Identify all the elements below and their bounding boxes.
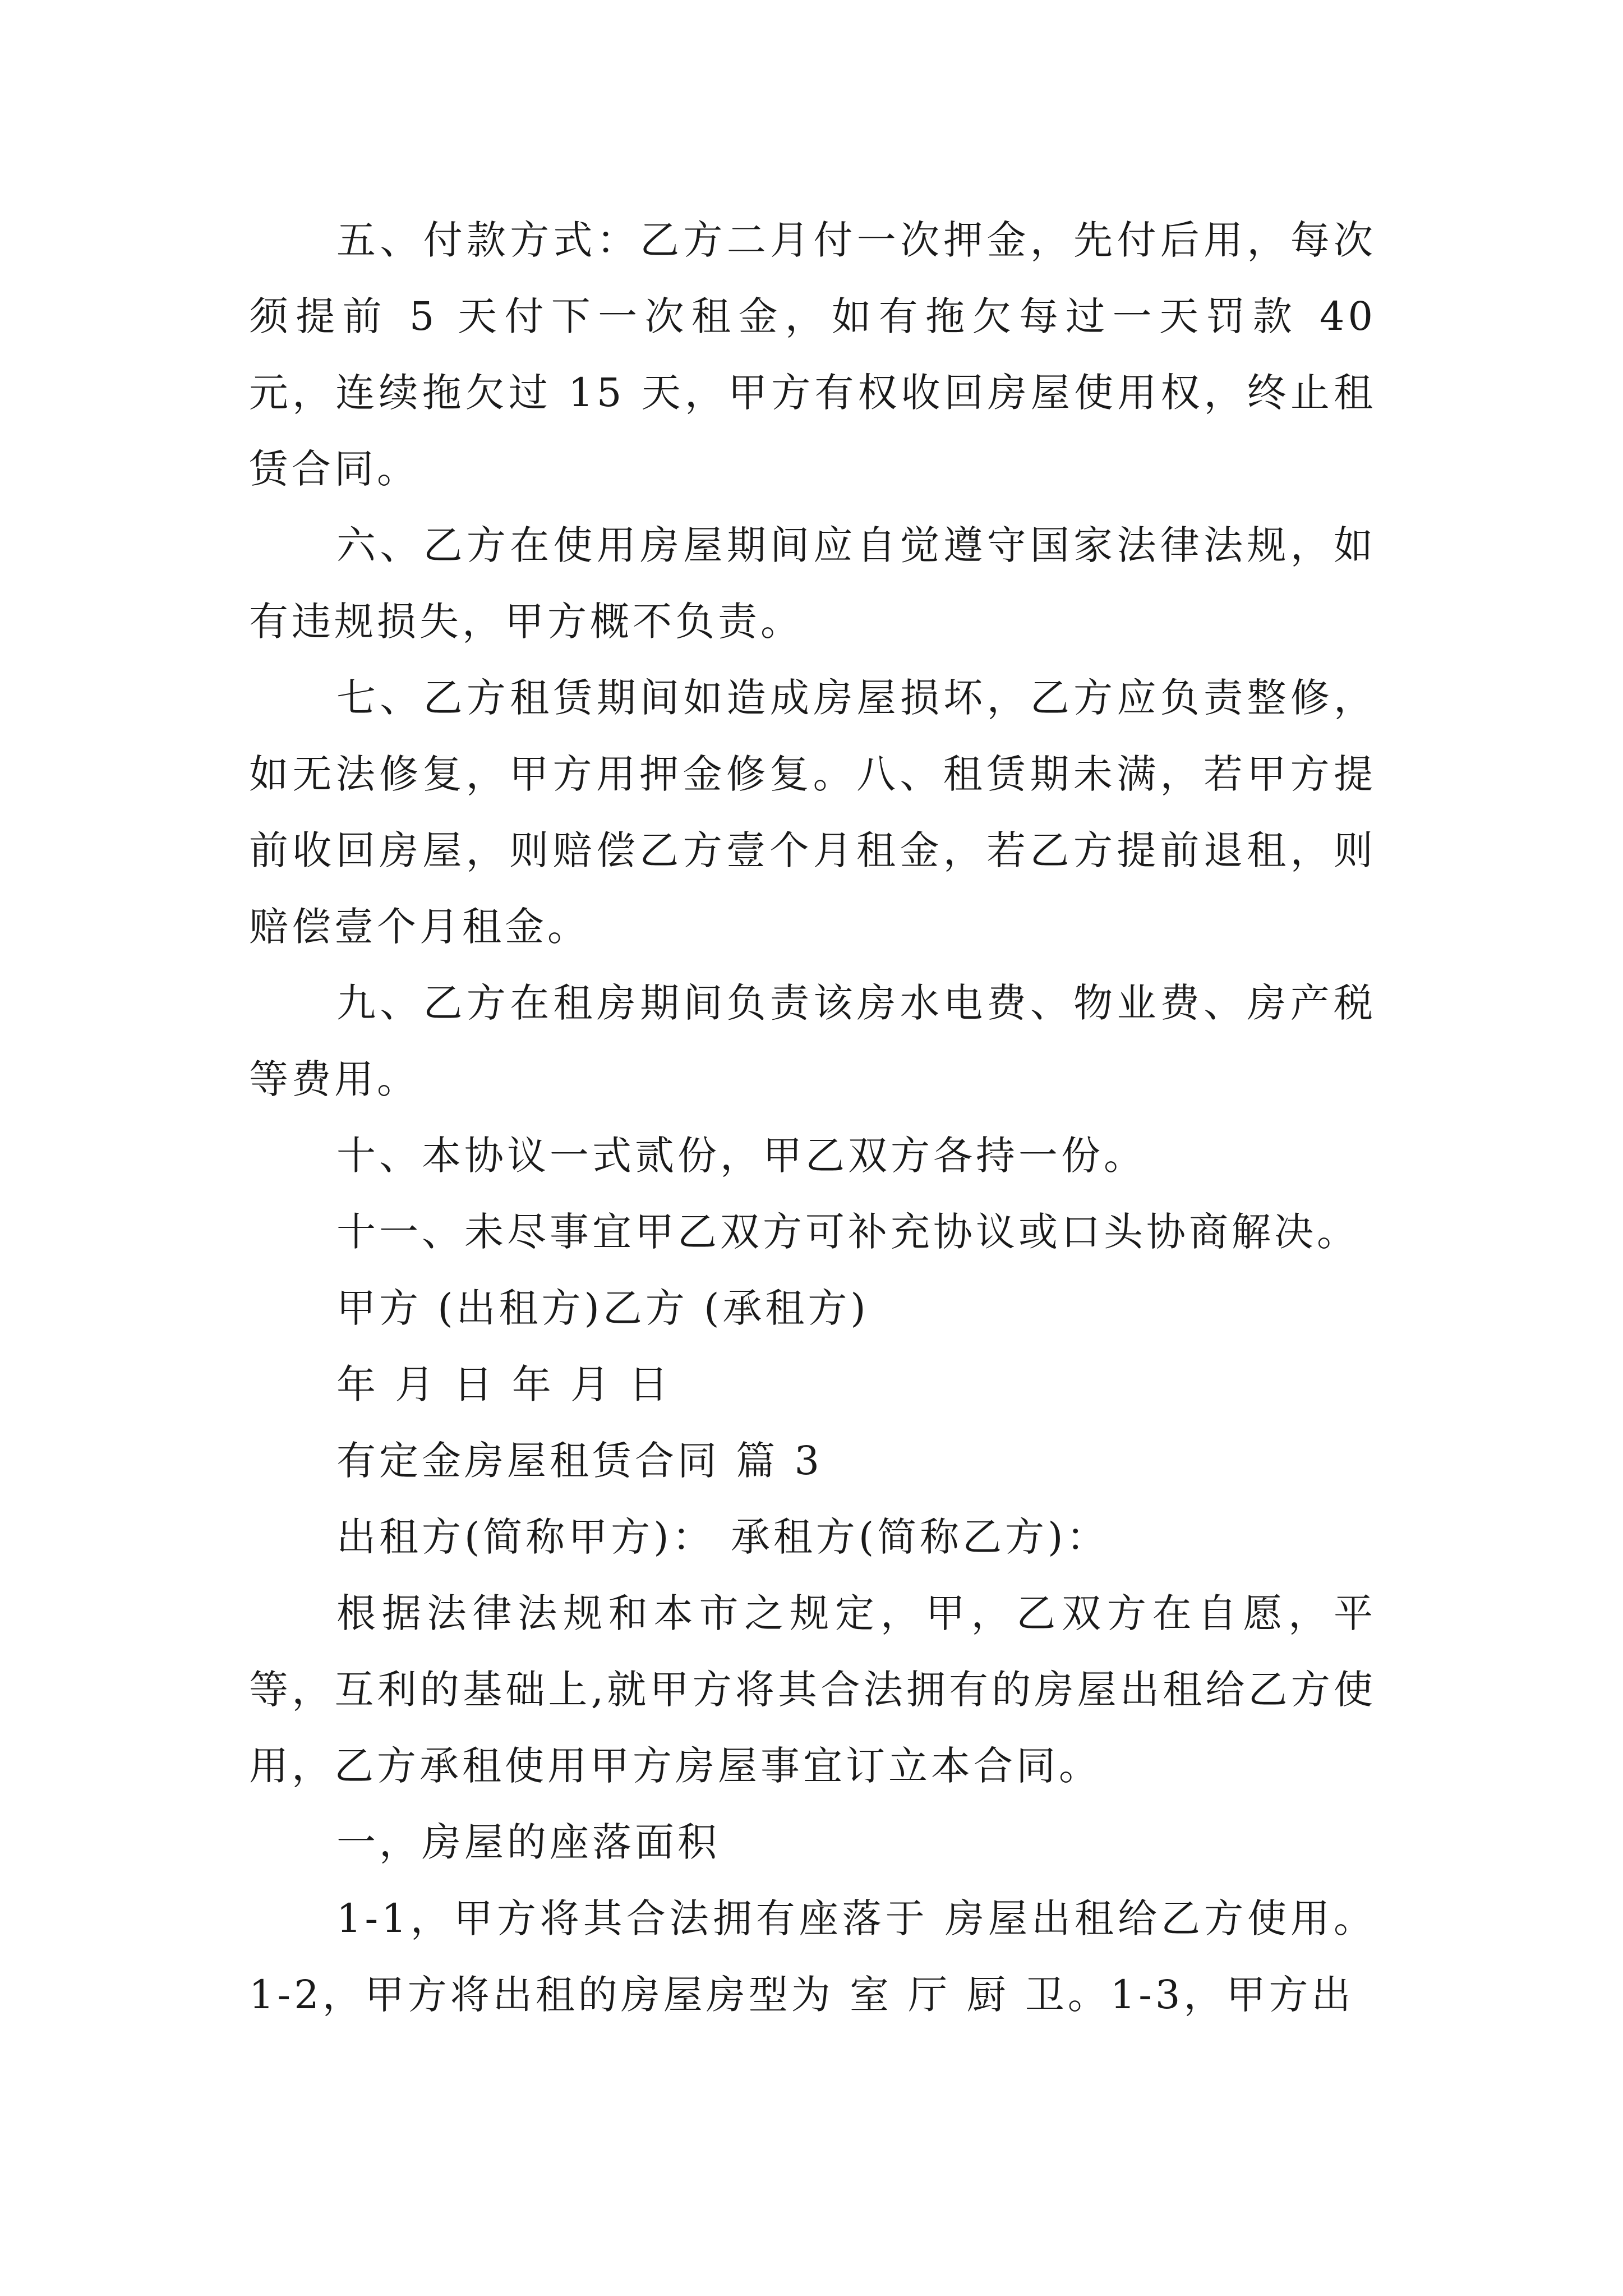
clause-11-misc: 十一、未尽事宜甲乙双方可补充协议或口头协商解决。 <box>336 1209 1359 1255</box>
clause-9-fees: 九、乙方在租房期间负责该房水电费、物业费、房产税等费用。 <box>249 980 1376 1102</box>
section-title: 有定金房屋租赁合同 篇 3 <box>336 1438 823 1484</box>
clause-10-copies: 十、本协议一式贰份，甲乙双方各持一份。 <box>336 1133 1146 1179</box>
parties-line: 出租方(简称甲方)： 承租方(简称乙方)： <box>336 1514 1109 1560</box>
clause-6-compliance: 六、乙方在使用房屋期间应自觉遵守国家法律法规，如有违规损失，甲方概不负责。 <box>249 522 1376 645</box>
signature-dates: 年 月 日 年 月 日 <box>336 1361 672 1407</box>
signature-parties: 甲方 (出租方)乙方 (承租方) <box>336 1285 869 1331</box>
document-body <box>249 202 1376 2033</box>
clause-7-8-damage-termination: 七、乙方租赁期间如造成房屋损坏，乙方应负责整修，如无法修复，甲方用押金修复。八、租赁期未满，若甲方提前收回房屋，则赔偿乙方壹个月租金，若乙方提前退租，则赔偿壹个月租金。 <box>249 675 1376 950</box>
heading-1-location-area: 一，房屋的座落面积 <box>336 1819 720 1865</box>
preamble: 根据法律法规和本市之规定，甲，乙双方在自愿，平等，互利的基础上,就甲方将其合法拥有的房屋出租给乙方使用，乙方承租使用甲方房屋事宜订立本合同。 <box>249 1590 1376 1789</box>
clause-5-payment: 五、付款方式：乙方二月付一次押金，先付后用，每次须提前 5 天付下一次租金，如有拖欠每过一天罚款 40 元，连续拖欠过 15 天，甲方有权收回房屋使用权，终止租赁合同。 <box>249 217 1376 492</box>
clause-1-details: 1-1，甲方将其合法拥有座落于 房屋出租给乙方使用。1-2，甲方将出租的房屋房型为 室 厅 厨 卫。1-3，甲方出 <box>249 1895 1376 2018</box>
